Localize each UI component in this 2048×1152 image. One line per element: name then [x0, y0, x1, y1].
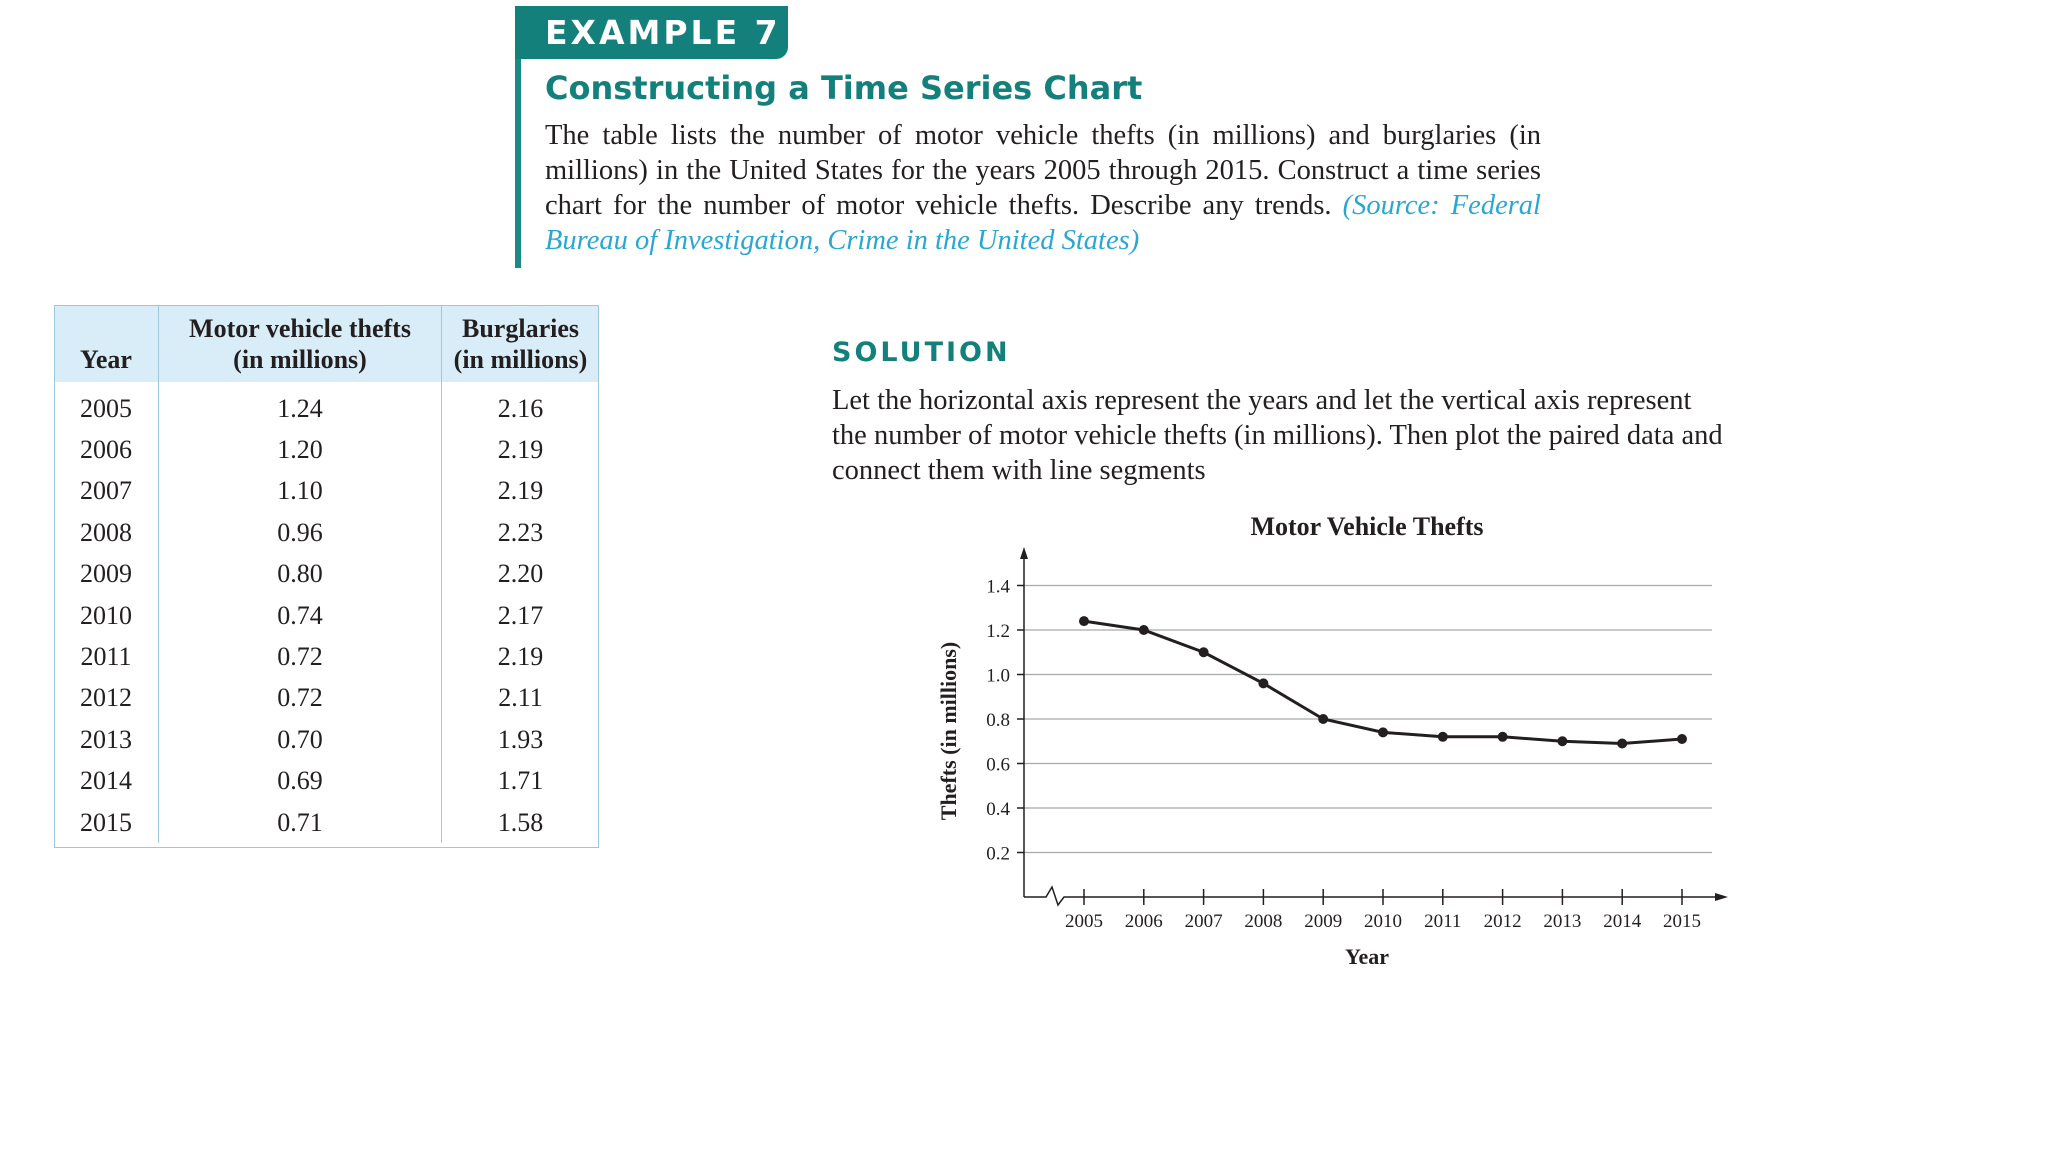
- x-tick-label: 2012: [1483, 911, 1522, 932]
- example-title: Constructing a Time Series Chart: [545, 69, 1143, 107]
- x-tick-label: 2015: [1663, 911, 1701, 932]
- cell-year: 2011: [80, 642, 132, 672]
- cell-thefts: 0.71: [159, 802, 442, 843]
- y-axis-arrow: [1020, 547, 1028, 559]
- cell-burglaries: 1.71: [442, 761, 600, 802]
- chart-plot-area: [986, 547, 1728, 932]
- cell-year: 2012: [80, 683, 132, 713]
- x-tick-label: 2008: [1244, 911, 1283, 932]
- data-point: [1557, 736, 1567, 746]
- chart-title: Motor Vehicle Thefts: [1250, 512, 1484, 541]
- example-source: (Source: Federal Bureau of Investigation, Crime in the United States): [545, 190, 1541, 256]
- table-row: [54, 471, 599, 512]
- cell-burglaries: 2.11: [442, 678, 600, 719]
- cell-thefts: 0.72: [159, 678, 442, 719]
- cell-burglaries: 1.58: [442, 802, 600, 843]
- y-tick-label: 1.0: [986, 665, 1010, 687]
- cell-thefts: 1.10: [159, 471, 442, 512]
- cell-thefts: 0.72: [159, 636, 442, 677]
- data-point: [1079, 616, 1089, 626]
- y-tick-label: 0.2: [986, 843, 1010, 865]
- cell-thefts: 0.96: [159, 512, 442, 553]
- table-body: [54, 382, 599, 843]
- cell-thefts: 0.69: [159, 761, 442, 802]
- table-row: [54, 719, 599, 760]
- header-year: [54, 305, 159, 382]
- table-row: [54, 595, 599, 636]
- cell-year: 2015: [80, 807, 132, 837]
- data-point: [1438, 732, 1448, 742]
- solution-heading: SOLUTION: [832, 337, 1011, 368]
- header-thefts-line2: (in millions): [233, 345, 367, 374]
- example-label: EXAMPLE 7: [545, 13, 781, 52]
- y-axis-label: Thefts (in millions): [936, 641, 961, 821]
- header-thefts: [159, 305, 442, 382]
- cell-burglaries: 2.19: [442, 636, 600, 677]
- example-body: [545, 118, 1541, 258]
- data-point: [1677, 734, 1687, 744]
- data-point: [1498, 732, 1508, 742]
- cell-thefts: 1.20: [159, 429, 442, 470]
- cell-year: 2014: [80, 766, 132, 796]
- header-burglaries-line2: (in millions): [453, 345, 588, 374]
- x-axis-label: Year: [1345, 944, 1389, 969]
- x-tick-label: 2009: [1304, 911, 1343, 932]
- cell-year: 2006: [80, 435, 132, 465]
- cell-year: 2010: [80, 600, 132, 630]
- y-tick-label: 0.8: [986, 710, 1010, 731]
- header-thefts-line1: Motor vehicle thefts: [189, 314, 411, 343]
- solution-line: Let the horizontal axis represent the years and let the vertical axis represent: [832, 385, 1692, 416]
- series-line-thefts: [1084, 621, 1682, 743]
- table-header-row: [54, 305, 599, 382]
- solution-line: the number of motor vehicle thefts (in millions). Then plot the paired data and: [832, 420, 1723, 451]
- example-body-text: The table lists the number of motor vehicle thefts (in millions) and burglaries (in millions) in the United States for the years 2005 through 2015. Construct a time series chart for the number of motor vehicle thefts. Describe any trends.: [545, 120, 1541, 221]
- cell-thefts: 1.24: [159, 382, 442, 429]
- solution-body: [832, 383, 1828, 488]
- x-tick-label: 2005: [1065, 911, 1103, 932]
- y-tick-label: 1.4: [986, 576, 1010, 598]
- table-row: [54, 512, 599, 553]
- cell-year: 2005: [80, 393, 132, 423]
- y-tick-label: 0.6: [986, 754, 1010, 776]
- x-tick-label: 2007: [1184, 911, 1223, 932]
- cell-burglaries: 2.23: [442, 512, 600, 553]
- x-tick-label: 2014: [1603, 911, 1642, 932]
- cell-burglaries: 2.16: [442, 382, 600, 429]
- x-axis-arrow: [1715, 893, 1728, 901]
- header-burglaries: [442, 305, 600, 382]
- x-tick-label: 2013: [1543, 911, 1582, 932]
- cell-thefts: 0.80: [159, 554, 442, 595]
- cell-burglaries: 2.19: [442, 471, 600, 512]
- data-point: [1139, 625, 1149, 635]
- cell-year: 2008: [80, 517, 132, 547]
- header-year-label: Year: [80, 345, 132, 374]
- cell-burglaries: 2.20: [442, 554, 600, 595]
- table-row: [54, 554, 599, 595]
- data-point: [1199, 647, 1209, 657]
- x-tick-label: 2011: [1424, 911, 1462, 932]
- data-point: [1258, 678, 1268, 688]
- cell-year: 2007: [80, 476, 132, 506]
- data-point: [1378, 727, 1388, 737]
- cell-burglaries: 2.17: [442, 595, 600, 636]
- cell-year: 2009: [80, 559, 132, 589]
- thefts-burglaries-table: [54, 305, 599, 843]
- solution-line: connect them with line segments: [832, 455, 1206, 486]
- table-row: [54, 802, 599, 843]
- table-row: [54, 382, 599, 429]
- x-tick-label: 2006: [1124, 911, 1163, 932]
- data-point: [1617, 738, 1627, 748]
- cell-thefts: 0.74: [159, 595, 442, 636]
- table-row: [54, 761, 599, 802]
- y-tick-label: 1.2: [986, 621, 1010, 642]
- table-row: [54, 636, 599, 677]
- table-row: [54, 678, 599, 719]
- x-axis: [1024, 887, 1722, 905]
- cell-year: 2013: [80, 724, 132, 754]
- header-burglaries-line1: Burglaries: [462, 314, 579, 343]
- table-row: [54, 429, 599, 470]
- x-tick-label: 2010: [1364, 911, 1402, 932]
- data-point: [1318, 714, 1328, 724]
- cell-thefts: 0.70: [159, 719, 442, 760]
- cell-burglaries: 2.19: [442, 429, 600, 470]
- cell-burglaries: 1.93: [442, 719, 600, 760]
- y-tick-label: 0.4: [986, 799, 1010, 820]
- example-tab: [515, 6, 788, 59]
